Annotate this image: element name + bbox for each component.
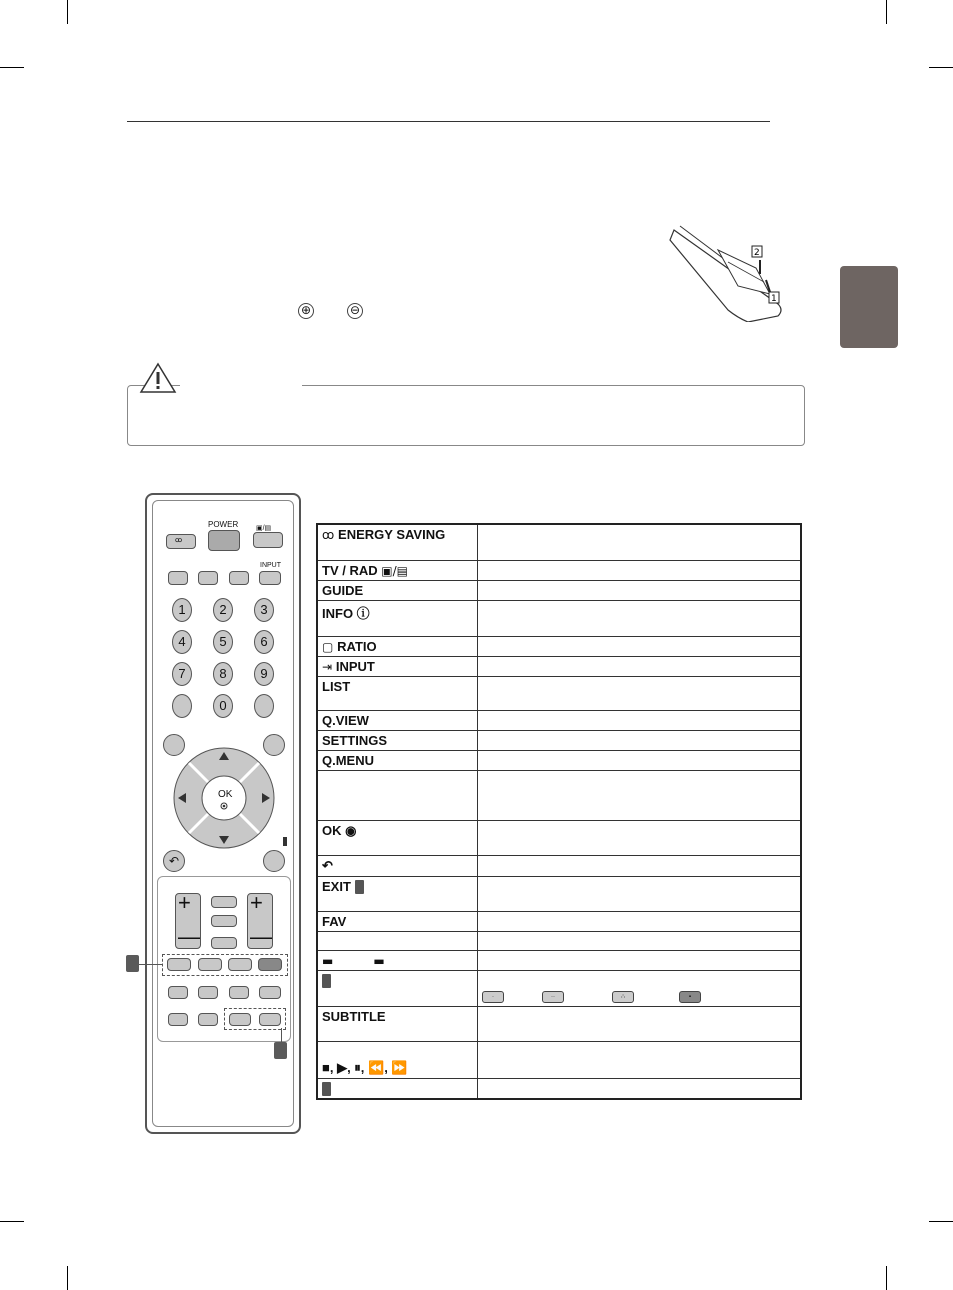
description-cell (478, 524, 802, 560)
tv-rad-icon: ▣/▤ (256, 525, 272, 532)
key-description-table (316, 523, 802, 1100)
description-cell (478, 911, 802, 931)
number-button[interactable]: 7 (172, 662, 192, 686)
ok-label: OK (218, 789, 233, 800)
yellow-button[interactable] (228, 958, 252, 971)
qview-button[interactable] (254, 694, 274, 718)
back-button[interactable]: ↶ (163, 850, 185, 872)
exit-icon (283, 837, 287, 846)
step-1-label: 1 (771, 294, 777, 304)
eco-icon: ꝏ (322, 528, 339, 542)
t-opt-button[interactable] (259, 1013, 281, 1026)
right-bar-icon: ▬ (373, 953, 385, 968)
key-cell: SUBTITLE (317, 1006, 478, 1041)
minus-icon: — (250, 924, 272, 949)
subtitle-button[interactable] (259, 986, 281, 999)
description-cell (478, 1006, 802, 1041)
key-cell (317, 970, 478, 1006)
description-cell (478, 876, 802, 911)
caution-box (127, 385, 805, 446)
description-cell (478, 770, 802, 820)
text-button[interactable] (229, 1013, 251, 1026)
description-cell (478, 750, 802, 770)
stop-button[interactable] (168, 986, 188, 999)
description-cell (478, 730, 802, 750)
guide-button[interactable] (168, 571, 188, 585)
exit-button[interactable] (263, 850, 285, 872)
description-cell (478, 950, 802, 970)
description-cell (478, 560, 802, 580)
description-cell (478, 710, 802, 730)
ratio-button[interactable] (229, 571, 249, 585)
chapter-tab (840, 266, 898, 348)
key-cell: Q.MENU (317, 750, 478, 770)
aux-button[interactable] (211, 915, 237, 927)
key-cell: ↶ (317, 855, 478, 876)
input-button[interactable] (259, 571, 281, 585)
rewind-button[interactable] (168, 1013, 188, 1026)
exit-icon (355, 880, 364, 894)
number-button[interactable]: 3 (254, 598, 274, 622)
crop-mark (67, 0, 68, 24)
blue-button-icon: ▪ (679, 991, 701, 1003)
crop-mark (886, 0, 887, 24)
warning-icon (139, 362, 177, 394)
green-button-icon: ·· (542, 991, 564, 1003)
description-cell (478, 600, 802, 636)
crop-mark (67, 1266, 68, 1290)
number-button[interactable]: 1 (172, 598, 192, 622)
input-icon: ⇥ (322, 659, 336, 674)
key-cell: ⇥ INPUT (317, 656, 478, 676)
energy-saving-button[interactable] (166, 534, 196, 549)
crop-mark (929, 67, 953, 68)
plus-icon: ⊕ (298, 303, 314, 319)
play-button[interactable] (198, 986, 218, 999)
fav-button[interactable] (211, 896, 237, 908)
description-cell (478, 580, 802, 600)
callout-marker (274, 1042, 287, 1059)
key-cell: INFO ⓘ (317, 600, 478, 636)
info-button[interactable] (198, 571, 218, 585)
description-cell (478, 1041, 802, 1078)
blue-button[interactable] (258, 958, 282, 971)
crop-mark (0, 1221, 24, 1222)
callout-marker (126, 955, 139, 972)
description-cell (478, 656, 802, 676)
input-label: INPUT (260, 562, 281, 569)
number-button[interactable]: 2 (213, 598, 233, 622)
callout-marker (322, 974, 331, 988)
key-cell: SETTINGS (317, 730, 478, 750)
callout-marker (322, 1082, 331, 1096)
left-bar-icon: ▬ (322, 953, 334, 968)
power-button[interactable] (208, 530, 240, 551)
key-cell: FAV (317, 911, 478, 931)
key-cell (317, 950, 478, 970)
header-rule (127, 121, 770, 122)
battery-cover-illustration (668, 222, 788, 322)
description-cell (478, 931, 802, 950)
description-cell (478, 820, 802, 855)
description-cell (478, 676, 802, 710)
red-button[interactable] (167, 958, 191, 971)
mute-button[interactable] (211, 937, 237, 949)
red-button-icon: · (482, 991, 504, 1003)
power-label: POWER (208, 520, 239, 529)
key-cell (317, 1078, 478, 1099)
key-cell: ▢ RATIO (317, 636, 478, 656)
key-cell (317, 931, 478, 950)
crop-mark (0, 67, 24, 68)
plus-icon: + (178, 890, 191, 915)
number-button[interactable]: 0 (213, 694, 233, 718)
pause-button[interactable] (229, 986, 249, 999)
number-button[interactable]: 6 (254, 630, 274, 654)
tv-rad-button[interactable] (253, 532, 283, 548)
number-button[interactable]: 4 (172, 630, 192, 654)
fast-forward-button[interactable] (198, 1013, 218, 1026)
minus-icon: ⊖ (347, 303, 363, 319)
number-button[interactable]: 8 (213, 662, 233, 686)
description-cell (478, 636, 802, 656)
number-button[interactable]: 5 (213, 630, 233, 654)
key-cell: LIST (317, 676, 478, 710)
description-cell (478, 970, 802, 1006)
key-cell: Q.VIEW (317, 710, 478, 730)
key-cell: GUIDE (317, 580, 478, 600)
key-cell: EXIT (317, 876, 478, 911)
key-cell: OK ◉ (317, 820, 478, 855)
description-cell (478, 1078, 802, 1099)
minus-icon: — (178, 924, 200, 949)
green-button[interactable] (198, 958, 222, 971)
key-cell: ■, ▶, ⏸, ⏪, ⏩ (317, 1041, 478, 1078)
yellow-button-icon: ∴ (612, 991, 634, 1003)
key-cell: TV / RAD ▣/▤ (317, 560, 478, 580)
plus-icon: + (250, 890, 263, 915)
crop-mark (886, 1266, 887, 1290)
description-cell (478, 855, 802, 876)
list-button[interactable] (172, 694, 192, 718)
eco-icon: ꝏ (175, 537, 183, 544)
key-cell: ꝏ ENERGY SAVING (317, 524, 478, 560)
number-button[interactable]: 9 (254, 662, 274, 686)
crop-mark (929, 1221, 953, 1222)
tv-rad-icon: ▣/▤ (381, 563, 408, 578)
ratio-icon: ▢ (322, 639, 338, 654)
step-2-label: 2 (754, 248, 760, 258)
key-cell (317, 770, 478, 820)
